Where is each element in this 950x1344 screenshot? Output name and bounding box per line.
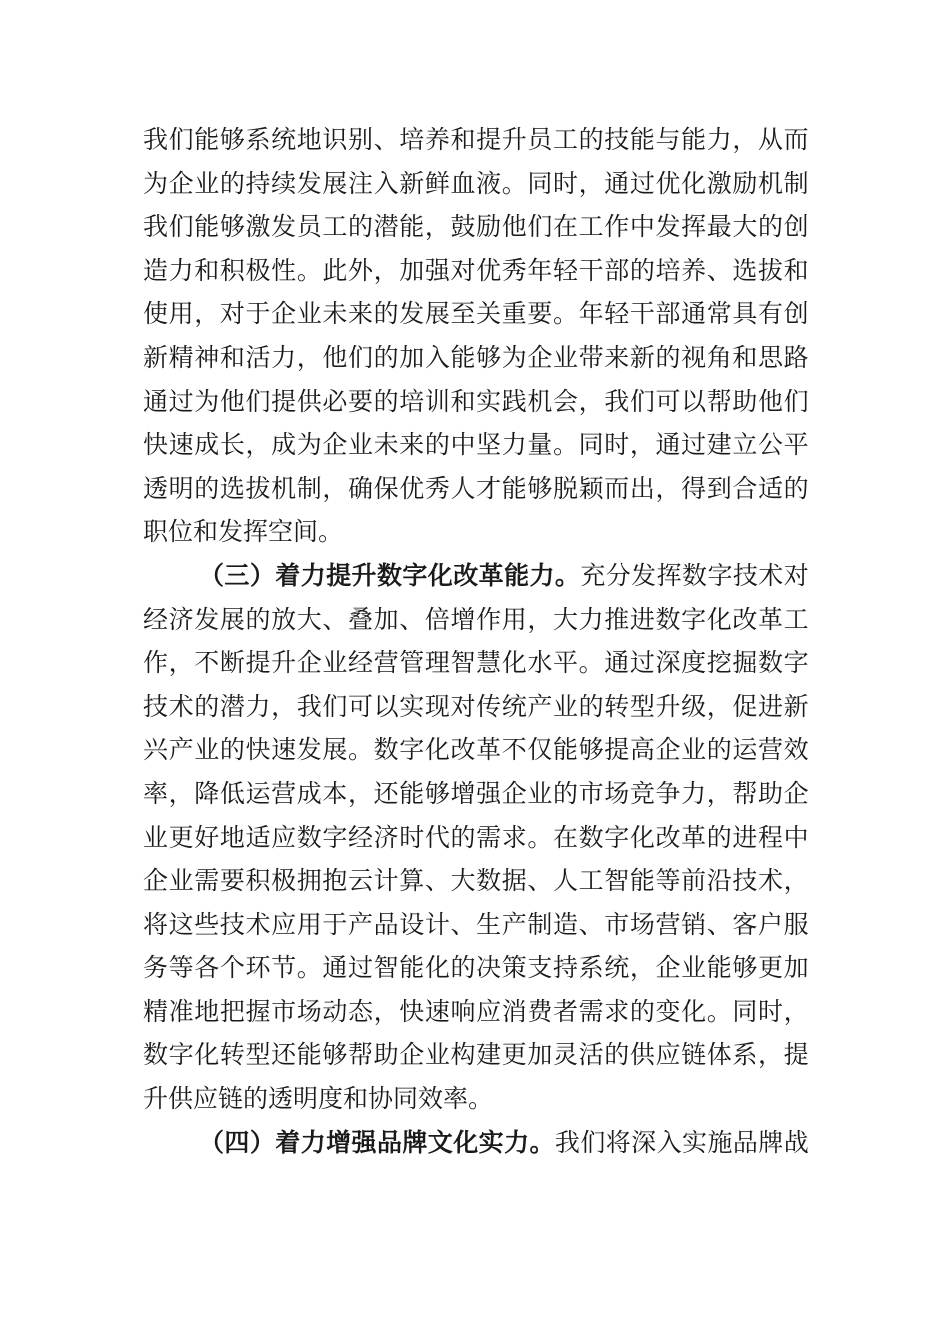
paragraph-line: （ 四 ） 着 力 增 强 品 牌 文 化 实 力 。 我 们 将 深 入 实 施 品 牌 战 — [199, 1127, 809, 1157]
paragraph-line: 使 用 ， 对 于 企 业 未 来 的 发 展 至 关 重 要 。 年 轻 干 部 通 常 具 有 创 — [143, 299, 809, 329]
paragraph-line: 作 ， 不 断 提 升 企 业 经 营 管 理 智 慧 化 水 平 。 通 过 深 度 挖 掘 数 字 — [143, 648, 809, 678]
paragraph-line — [143, 1077, 809, 1121]
line-text: 升供应链的透明度和协同效率。 — [143, 1084, 494, 1114]
paragraph-line: 造 力 和 积 极 性 。 此 外 ， 加 强 对 优 秀 年 轻 干 部 的 培 养 、 选 拔 和 — [143, 255, 809, 285]
paragraph-line: 业 更 好 地 适 应 数 字 经 济 时 代 的 需 求 。 在 数 字 化 改 革 的 进 程 中 — [143, 822, 809, 852]
paragraph-line: 兴 产 业 的 快 速 发 展 。 数 字 化 改 革 不 仅 能 够 提 高 企 业 的 运 营 效 — [143, 735, 809, 765]
paragraph-line: 新 精 神 和 活 力 ， 他 们 的 加 入 能 够 为 企 业 带 来 新 的 视 角 和 思 路 — [143, 342, 809, 372]
line-text: 职位和发挥空间。 — [143, 517, 344, 547]
paragraph-line: 技 术 的 潜 力 ， 我 们 可 以 实 现 对 传 统 产 业 的 转 型 升 级 ， 促 进 新 — [143, 691, 809, 721]
body-text — [143, 118, 809, 1164]
paragraph-line: 为 企 业 的 持 续 发 展 注 入 新 鲜 血 液 。 同 时 ， 通 过 优 化 激 励 机 制 — [143, 168, 809, 198]
paragraph-line: （ 三 ） 着 力 提 升 数 字 化 改 革 能 力 。 充 分 发 挥 数 字 技 术 对 — [199, 560, 809, 590]
paragraph-line: 快 速 成 长 ， 成 为 企 业 未 来 的 中 坚 力 量 。 同 时 ， 通 过 建 立 公 平 — [143, 430, 809, 460]
paragraph-line — [143, 510, 809, 554]
paragraph-line: 数 字 化 转 型 还 能 够 帮 助 企 业 构 建 更 加 灵 活 的 供 应 链 体 系 ， 提 — [143, 1040, 809, 1070]
paragraph-line: 率 ， 降 低 运 营 成 本 ， 还 能 够 增 强 企 业 的 市 场 竞 争 力 ， 帮 助 企 — [143, 778, 809, 808]
paragraph-line: 精 准 地 把 握 市 场 动 态 ， 快 速 响 应 消 费 者 需 求 的 变 化 。 同 时 ， — [143, 996, 809, 1026]
paragraph-line: 我 们 能 够 激 发 员 工 的 潜 能 ， 鼓 励 他 们 在 工 作 中 发 挥 最 大 的 创 — [143, 212, 809, 242]
paragraph-line: 透 明 的 选 拔 机 制 ， 确 保 优 秀 人 才 能 够 脱 颖 而 出 ， 得 到 合 适 的 — [143, 473, 809, 503]
paragraph-line: 经 济 发 展 的 放 大 、 叠 加 、 倍 增 作 用 ， 大 力 推 进 数 字 化 改 革 工 — [143, 604, 809, 634]
paragraph-line: 将 这 些 技 术 应 用 于 产 品 设 计 、 生 产 制 造 、 市 场 营 销 、 客 户 服 — [143, 909, 809, 939]
paragraph-line: 务 等 各 个 环 节 。 通 过 智 能 化 的 决 策 支 持 系 统 ， 企 业 能 够 更 加 — [143, 953, 809, 983]
paragraph-line: 我 们 能 够 系 统 地 识 别 、 培 养 和 提 升 员 工 的 技 能 与 能 力 ， 从 而 — [143, 125, 809, 154]
paragraph-line: 企 业 需 要 积 极 拥 抱 云 计 算 、 大 数 据 、 人 工 智 能 等 前 沿 技 术 ， — [143, 866, 809, 896]
paragraph-line: 通 过 为 他 们 提 供 必 要 的 培 训 和 实 践 机 会 ， 我 们 可 以 帮 助 他 们 — [143, 386, 809, 416]
